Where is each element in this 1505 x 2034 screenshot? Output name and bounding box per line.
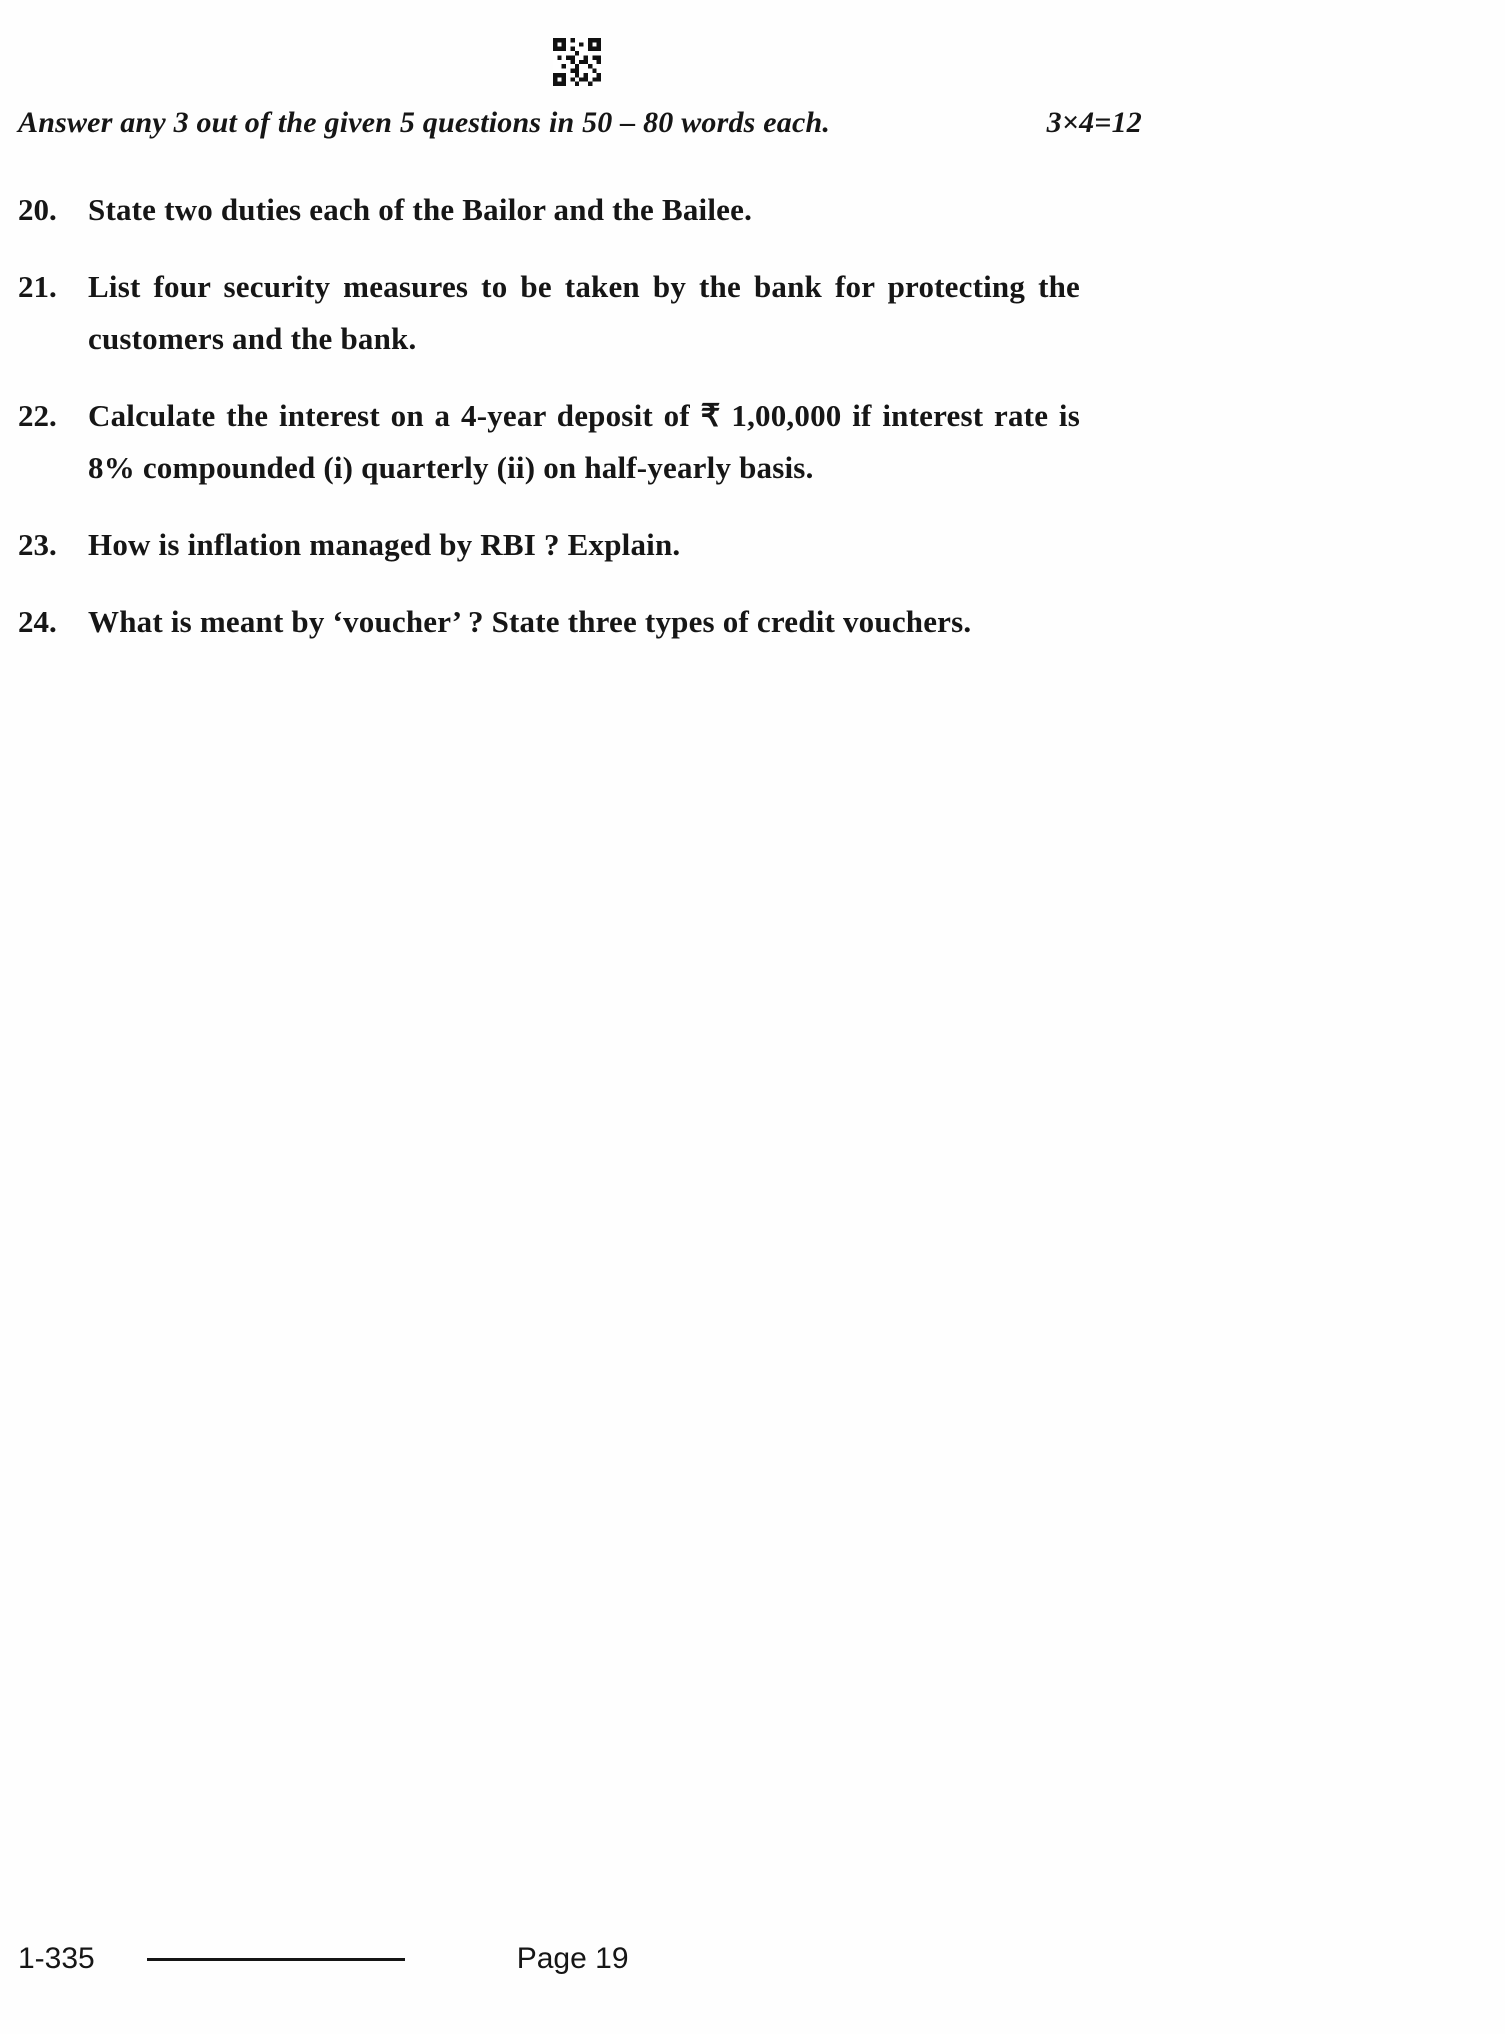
marks-scheme-label: 3×4=12 (1046, 106, 1142, 139)
page-body (18, 106, 1142, 674)
section-instruction-text: Answer any 3 out of the given 5 questions in 50 – 80 words each. (18, 106, 831, 139)
qr-code-icon (553, 38, 601, 86)
question-text: How is inflation managed by RBI ? Explain. (88, 527, 681, 563)
question-text: State two duties each of the Bailor and the Bailee. (88, 192, 753, 227)
section-instruction-row (18, 106, 1142, 140)
page-footer (18, 1942, 1505, 1976)
question-text: What is meant by ‘voucher’ ? State three types of credit vouchers. (88, 604, 972, 640)
question-item-23 (18, 519, 1142, 571)
question-text: Calculate the interest on a 4-year deposit of ₹ 1,00,000 if interest rate is 8% compounded (i) quarterly (ii) on half-yearly basis. (88, 398, 1080, 486)
paper-code: 1-335 (18, 1942, 95, 1975)
question-text: List four security measures to be taken by the bank for protecting the customers and the bank. (88, 269, 1080, 357)
question-item-20 (18, 184, 1142, 236)
question-number: 23. (18, 527, 57, 563)
question-item-22 (18, 390, 1142, 494)
question-number: 21. (18, 269, 57, 305)
question-number: 24. (18, 604, 57, 640)
question-item-21 (18, 261, 1142, 365)
page-number: Page 19 (516, 1942, 629, 1975)
question-item-24 (18, 596, 1142, 648)
footer-divider-line (147, 1958, 405, 1961)
question-number: 22. (18, 398, 57, 434)
question-number: 20. (18, 192, 57, 227)
